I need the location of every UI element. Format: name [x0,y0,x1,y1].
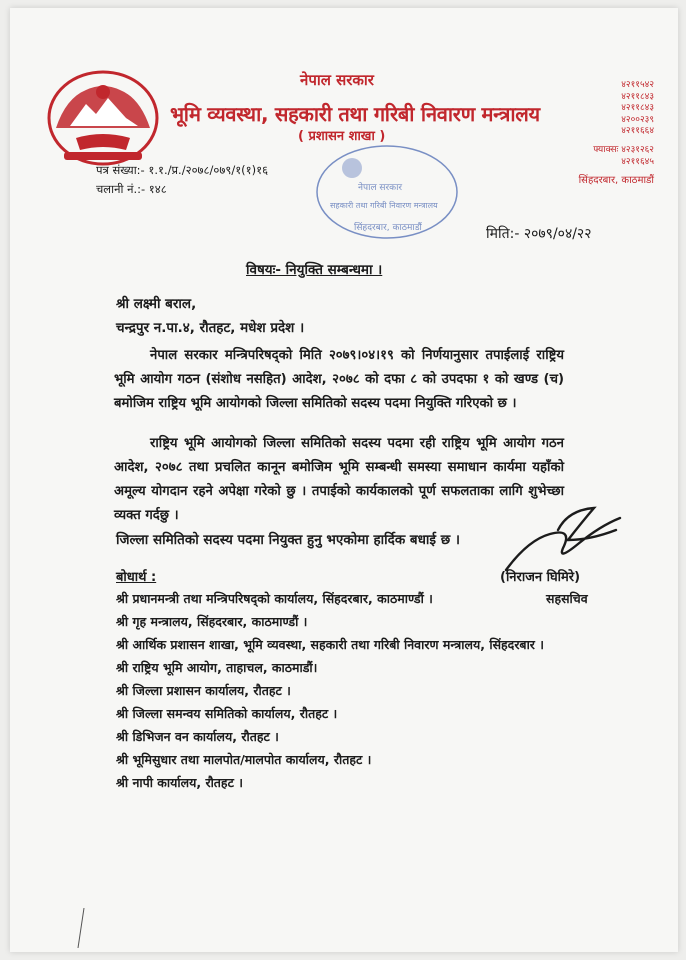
body-paragraph-3: जिल्ला समितिको सदस्य पदमा नियुक्त हुनु भएकोमा हार्दिक बधाई छ । [116,532,460,548]
phone-number: ४२११६६४ [621,126,654,136]
phone-number: ४२११८४३ [621,91,654,102]
body-paragraph-1: नेपाल सरकार मन्त्रिपरिषद्को मिति २०७९।०४।१९ को निर्णयानुसार तपाईलाई राष्ट्रिय भूमि आयोग गठन (संशोध नसहित) आदेश, २०७८ को दफा ८ को उपदफा १ को खण्ड (च) बमोजिम राष्ट्रिय भूमि आयोगको जिल्ला समितिको सदस्य पदमा नियुक्ति गरिएको छ । [114,348,564,411]
government-title: नेपाल सरकार [300,71,374,89]
body-paragraph-2: राष्ट्रिय भूमि आयोगको जिल्ला समितिको सदस्य पदमा रही राष्ट्रिय भूमि आयोग गठन आदेश, २०७८ तथा प्रचलित कानून बमोजिम भूमि सम्बन्धी समस्या समाधान कार्यमा यहाँको अमूल्य योगदान रहने अपेक्षा गरेको छु । तपाईको कार्यकालको पूर्ण सफलताका लागि शुभेच्छा व्यक्त गर्दछु । [114,436,564,523]
fax-number: फ्याक्सः ४२३१२६२ [593,145,654,155]
signatory-title: सहसचिव [546,591,588,606]
stamp-line-1: नेपाल सरकार [358,183,403,193]
phone-number: ४२११५४२ [621,80,654,90]
letter-date: मिति:- २०७९/०४/२२ [486,226,592,242]
cc-item: श्री आर्थिक प्रशासन शाखा, भूमि व्यवस्था, सहकारी तथा गरिबी निवारण मन्त्रालय, सिंहदरबार । [116,637,545,652]
stamp-line-3: सिंहदरबार, काठमाडौं [354,223,422,233]
letter-subject: विषयः- नियुक्ति सम्बन्धमा । [246,262,383,278]
phone-numbers [621,80,654,138]
pen-mark [76,908,86,948]
fax-number-extra: ४२११६४५ [621,157,654,167]
reference-number: पत्र संख्या:- १.१./प्र./२०७८/०७९/१(१)१६ [96,163,269,177]
cc-item: श्री नापी कार्यालय, रौतहट । [116,775,243,790]
cc-item: श्री भूमिसुधार तथा मालपोत/मालपोत कार्यालय, रौतहट । [116,752,372,767]
office-stamp [312,138,462,246]
cc-item: श्री जिल्ला समन्वय समितिको कार्यालय, रौतहट । [116,706,338,721]
cc-item: श्री प्रधानमन्त्री तथा मन्त्रिपरिषद्को कार्यालय, सिंहदरबार, काठमाण्डौं । [116,591,433,606]
signatory-name: (निराजन घिमिरे) [500,570,581,585]
cc-item: श्री जिल्ला प्रशासन कार्यालय, रौतहट । [116,683,291,698]
phone-number: ४२००२३९ [621,114,654,125]
cc-item: श्री राष्ट्रिय भूमि आयोग, ताहाचल, काठमाडौं। [116,660,318,675]
recipient-address: चन्द्रपुर न.पा.४, रौतहट, मधेश प्रदेश । [116,320,305,336]
phone-number: ४२११८४३ [621,103,654,113]
cc-heading: बोधार्थ : [116,570,157,585]
nepal-emblem-icon [46,68,160,166]
cc-item: श्री गृह मन्त्रालय, सिंहदरबार, काठमाण्डौं । [116,614,308,629]
stamp-line-2: सहकारी तथा गरिबी निवारण मन्त्रालय [330,201,438,210]
ministry-title: भूमि व्यवस्था, सहकारी तथा गरिबी निवारण मन्त्रालय [170,102,540,126]
branch-title: ( प्रशासन शाखा ) [298,129,386,144]
recipient-name: श्री लक्ष्मी बराल, [116,296,197,312]
ministry-address: सिंहदरबार, काठमाडौं [578,175,654,186]
cc-item: श्री डिभिजन वन कार्यालय, रौतहट । [116,729,279,744]
dispatch-number: चलानी नं.:- १४८ [96,182,167,196]
